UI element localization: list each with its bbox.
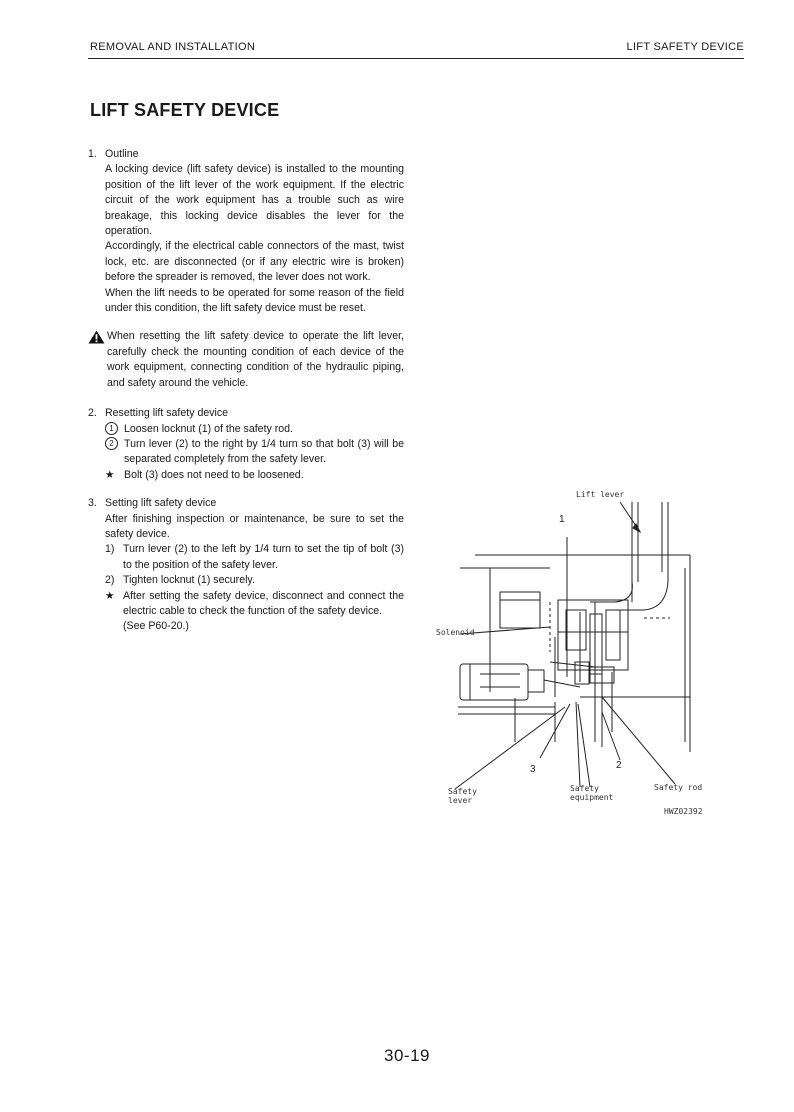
- circled-number-1: 1: [105, 422, 118, 435]
- star-icon: ★: [105, 468, 115, 481]
- body-text: [88, 147, 404, 635]
- label-safety-equipment: Safety equipment: [570, 784, 614, 802]
- step-number: 2): [105, 574, 115, 587]
- section-heading: Resetting lift safety device: [105, 407, 229, 420]
- note-text: After setting the safety device, disconnect and connect the electric cable to check the function of the safety device.: [123, 589, 404, 617]
- outline-paragraph-2: Accordingly, if the electrical cable connectors of the mast, twist lock, etc. are disconnected (or if any electric wire is broken) before the spreader is removed, the lever does not work.: [105, 240, 404, 284]
- step-text: Turn lever (2) to the left by 1/4 turn to set the tip of bolt (3) to the position of the safety lever.: [123, 543, 404, 571]
- setting-step-2: [105, 573, 404, 588]
- caution-text: When resetting the lift safety device to operate the lift lever, carefully check the mounting condition of each device of the work equipment, connecting condition of the hydraulic piping, and safety around the vehicle.: [107, 330, 404, 389]
- caution-note: [88, 329, 404, 391]
- resetting-step-1: [105, 422, 404, 437]
- section-number: 1.: [88, 148, 97, 160]
- header-rule: [88, 58, 744, 59]
- label-safety-rod: Safety rod: [654, 783, 703, 792]
- label-lift-lever: Lift lever: [576, 490, 625, 499]
- star-icon: ★: [105, 589, 115, 602]
- section-heading: Setting lift safety device: [105, 497, 217, 510]
- setting-intro: After finishing inspection or maintenance, be sure to set the safety device.: [105, 512, 404, 540]
- resetting-step-2: [105, 437, 404, 468]
- diagram-drawing: [430, 482, 720, 822]
- section-resetting: [88, 406, 404, 483]
- page-number: 30-19: [384, 1046, 430, 1065]
- warning-triangle-icon: [88, 330, 105, 344]
- header-section-title: REMOVAL AND INSTALLATION: [90, 41, 256, 53]
- label-solenoid: Solenoid: [436, 628, 475, 637]
- lift-safety-device-diagram: [430, 482, 720, 822]
- section-setting: [88, 496, 404, 635]
- callout-number-1: 1: [559, 514, 565, 525]
- step-number: 1): [105, 543, 115, 556]
- page-reference: (See P60-20.): [123, 620, 189, 633]
- circled-number-2: 2: [105, 437, 118, 450]
- setting-note: [105, 589, 404, 635]
- outline-paragraph-1: A locking device (lift safety device) is installed to the mounting position of the lift lever of the work equipment. If the electric circuit of the work equipment has a trouble such as wire breakage, this locking device disables the lever for the operation.: [105, 163, 404, 238]
- page-title: LIFT SAFETY DEVICE: [90, 100, 280, 120]
- resetting-note: [105, 468, 404, 483]
- step-text: Loosen locknut (1) of the safety rod.: [124, 422, 294, 435]
- section-number: 2.: [88, 407, 97, 420]
- callout-number-2: 2: [616, 760, 622, 771]
- figure-id: HWZ02392: [664, 807, 703, 816]
- step-text: Tighten locknut (1) securely.: [123, 574, 255, 587]
- section-heading: Outline: [105, 148, 139, 160]
- section-outline: [88, 147, 404, 316]
- setting-step-1: [105, 542, 404, 573]
- section-number: 3.: [88, 497, 97, 510]
- step-text: Turn lever (2) to the right by 1/4 turn so that bolt (3) will be separated completely from the safety lever.: [124, 437, 404, 466]
- outline-paragraph-3: When the lift needs to be operated for some reason of the field under this condition, the lift safety device must be reset.: [105, 286, 404, 315]
- header-page-topic: LIFT SAFETY DEVICE: [626, 41, 744, 53]
- label-safety-lever: Safety lever: [448, 787, 477, 805]
- callout-number-3: 3: [530, 764, 536, 775]
- note-text: Bolt (3) does not need to be loosened.: [124, 468, 304, 481]
